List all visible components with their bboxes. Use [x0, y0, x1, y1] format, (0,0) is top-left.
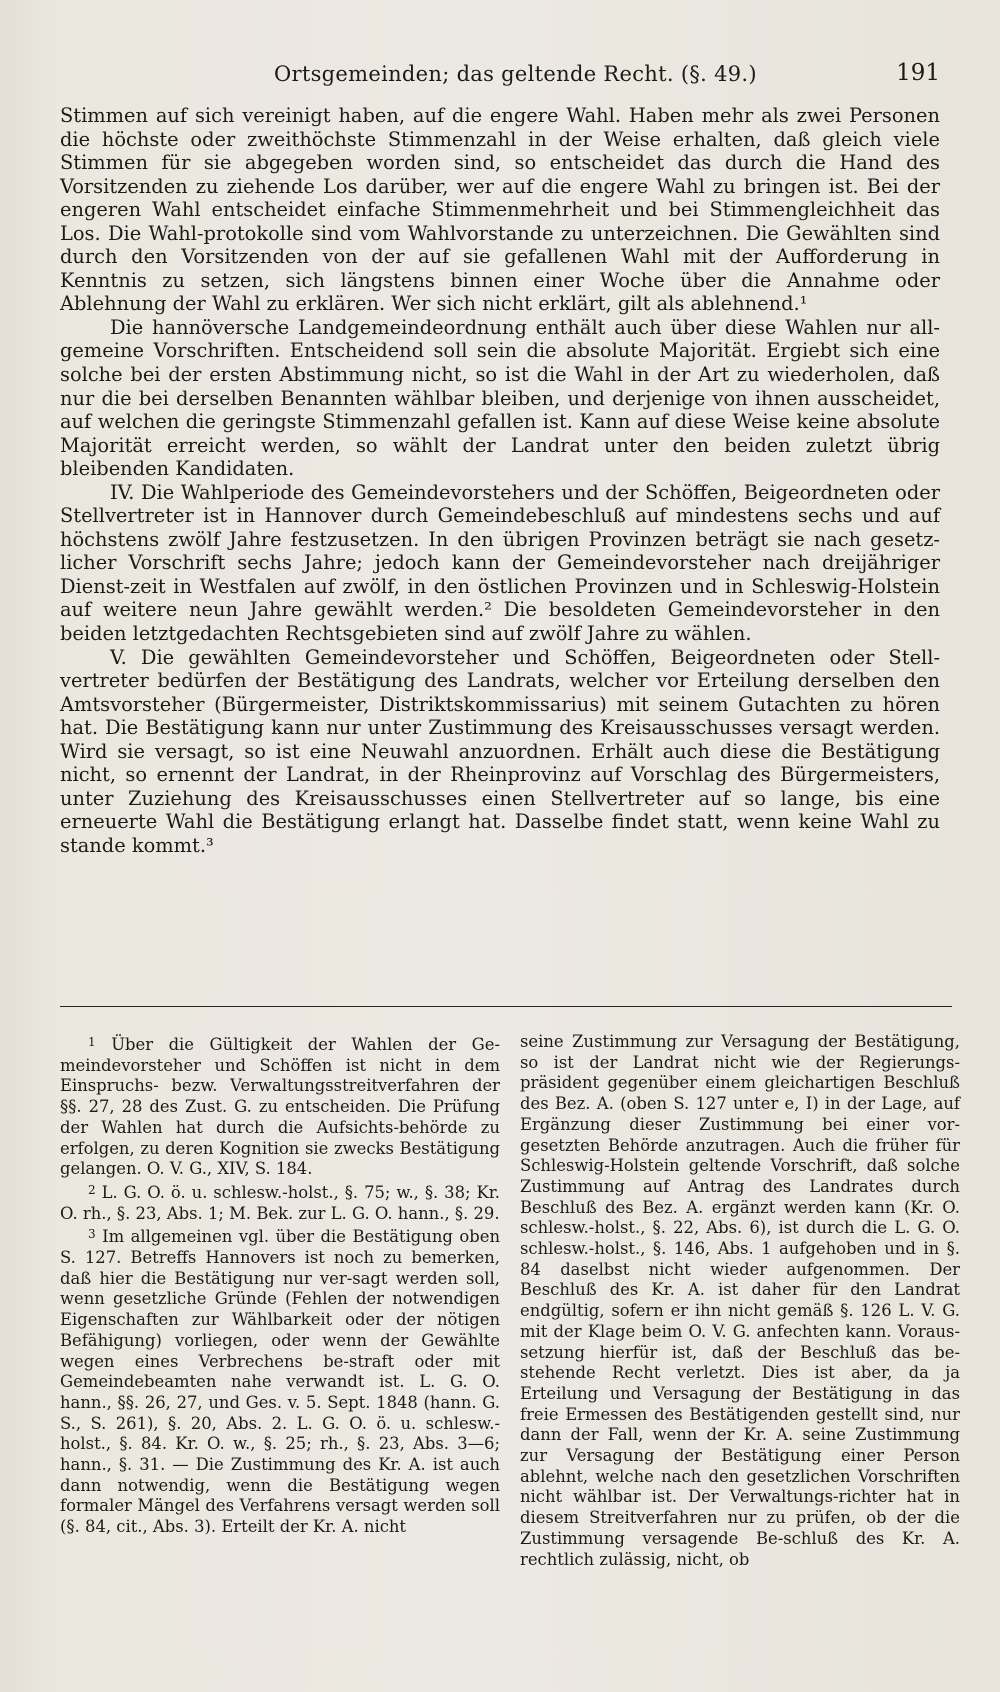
- footnotes-left-column: [60, 1032, 500, 1538]
- paragraph-continuation: Stimmen auf sich vereinigt haben, auf die engere Wahl. Haben mehr als zwei Personen die höchste oder zweithöchste Stimmenzahl in der Weise erhalten, daß gleich viele Stimmen für sie abgegeben worden sind, so entscheidet das durch die Hand des Vorsitzenden zu ziehende Los darüber, wer auf die engere Wahl zu bringen ist. Bei der engeren Wahl entscheidet einfache Stimmenmehrheit und bei Stimmengleichheit das Los. Die Wahl-protokolle sind vom Wahlvorstande zu unterzeichnen. Die Gewählten sind durch den Vorsitzenden von der auf sie gefallenen Wahl mit der Aufforderung in Kenntnis zu setzen, sich längstens binnen einer Woche über die Annahme oder Ablehnung der Wahl zu erklären. Wer sich nicht erklärt, gilt als ablehnend.¹: [60, 104, 940, 316]
- section-iv-text: Die Wahlperiode des Gemeindevorstehers und der Schöffen, Beigeordneten oder Stellvertreter ist in Hannover durch Gemeindebeschluß auf mindestens sechs und auf höchstens zwölf Jahre festzusetzen. In den übrigen Provinzen beträgt sie nach gesetz-licher Vorschrift sechs Jahre; jedoch kann der Gemeindevorsteher nach dreijähriger Dienst-zeit in Westfalen auf zwölf, in den östlichen Provinzen und in Schleswig-Holstein auf weitere neun Jahre gewählt werden.² Die besoldeten Gemeindevorsteher in den beiden letztgedachten Rechtsgebieten sind auf zwölf Jahre zu wählen.: [60, 480, 940, 646]
- footnote-divider: [60, 1006, 952, 1007]
- paragraph-hannover-rules: Die hannöversche Landgemeindeordnung enthält auch über diese Wahlen nur all-gemeine Vorschriften. Entscheidend soll sein die absolute Majorität. Ergiebt sich eine solche bei der ersten Abstimmung nicht, so ist die Wahl in der Art zu wiederholen, daß nur die bei derselben Benannten wählbar bleiben, und derjenige von ihnen ausscheidet, auf welchen die geringste Stimmenzahl gefallen ist. Kann auf diese Weise keine absolute Majorität erreicht werden, so wählt der Landrat unter den beiden zuletzt übrig bleibenden Kandidaten.: [60, 315, 940, 481]
- paragraph-section-iv: [60, 481, 940, 646]
- section-number-v: V.: [110, 645, 127, 669]
- footnote-3-text: Im allgemeinen vgl. über die Bestätigung oben S. 127. Betreffs Hannovers ist noch zu bemerken, daß hier die Bestätigung nur ver-sagt werden soll, wenn gesetzliche Gründe (Fehlen der notwendigen Eigenschaften zur Wählbarkeit oder der nötigen Befähigung) vorliegen, oder wenn der Gewählte wegen eines Verbrechens be-straft oder mit Gemeindebeamten nahe verwandt ist. L. G. O. hann., §§. 26, 27, und Ges. v. 5. Sept. 1848 (hann. G. S., S. 261), §. 20, Abs. 2. L. G. O. ö. u. schlesw.-holst., §. 84. Kr. O. w., §. 25; rh., §. 23, Abs. 3—6; hann., §. 31. — Die Zustimmung des Kr. A. ist auch dann notwendig, wenn die Bestätigung wegen formaler Mängel des Verfahrens versagt werden soll (§. 84, cit., Abs. 3). Erteilt der Kr. A. nicht: [60, 1227, 500, 1537]
- section-number-iv: IV.: [110, 480, 135, 504]
- footnote-3-marker: 3: [88, 1227, 96, 1242]
- main-text: [60, 104, 940, 858]
- paragraph-section-v: [60, 646, 940, 858]
- footnotes-right-column: [520, 1032, 960, 1570]
- running-title: Ortsgemeinden; das geltende Recht. (§. 49.): [274, 62, 757, 86]
- footnote-3: [60, 1224, 500, 1538]
- footnote-1-text: Über die Gültigkeit der Wahlen der Ge-meindevorsteher und Schöffen ist nicht in dem Einspruchs- bezw. Verwaltungsstreitverfahren der §§. 27, 28 des Zust. G. zu entscheiden. Die Prüfung der Wahlen hat durch die Aufsichts-behörde zu erfolgen, zu deren Kognition sie zwecks Bestätigung gelangen. O. V. G., XIV, S. 184.: [60, 1035, 500, 1179]
- footnote-1-marker: 1: [88, 1035, 96, 1049]
- footnote-2-text: L. G. O. ö. u. schlesw.-holst., §. 75; w., §. 38; Kr. O. rh., §. 23, Abs. 1; M. Bek. zur L. G. O. hann., §. 29.: [60, 1182, 500, 1223]
- page-header: [60, 56, 940, 96]
- footnote-1: [60, 1032, 500, 1180]
- page-number: 191: [896, 60, 940, 86]
- section-v-text: Die gewählten Gemeindevorsteher und Schöffen, Beigeordneten oder Stell-vertreter bedürfen der Bestätigung des Landrats, welcher vor Erteilung derselben den Amtsvorsteher (Bürgermeister, Distriktskommissarius) mit seinem Gutachten zu hören hat. Die Bestätigung kann nur unter Zustimmung des Kreisausschusses versagt werden. Wird sie versagt, so ist eine Neuwahl anzuordnen. Erhält auch diese die Bestätigung nicht, so ernennt der Landrat, in der Rheinprovinz auf Vorschlag des Bürgermeisters, unter Zuziehung des Kreisausschusses einen Stellvertreter auf so lange, bis eine erneuerte Wahl die Bestätigung erlangt hat. Dasselbe findet statt, wenn keine Wahl zu stande kommt.³: [60, 645, 940, 857]
- footnote-2-marker: 2: [88, 1182, 96, 1197]
- footnote-2: [60, 1180, 500, 1224]
- footnote-3-continuation: seine Zustimmung zur Versagung der Bestätigung, so ist der Landrat nicht wie der Regierungs-präsident gegenüber einem gleichartigen Beschluß des Bez. A. (oben S. 127 unter e, I) in der Lage, auf Ergänzung dieser Zustimmung bei einer vor-gesetzten Behörde anzutragen. Auch die früher für Schleswig-Holstein geltende Vorschrift, daß solche Zustimmung auf Antrag des Landrates durch Beschluß des Bez. A. ergänzt werden kann (Kr. O. schlesw.-holst., §. 22, Abs. 6), ist durch die L. G. O. schlesw.-holst., §. 146, Abs. 1 aufgehoben und in §. 84 daselbst nicht wieder aufgenommen. Der Beschluß des Kr. A. ist daher für den Landrat endgültig, sofern er ihn nicht gemäß §. 126 L. V. G. mit der Klage beim O. V. G. anfechten kann. Voraus-setzung hierfür ist, daß der Beschluß das be-stehende Recht verletzt. Dies ist aber, da ja Erteilung und Versagung der Bestätigung in das freie Ermessen des Bestätigenden gestellt sind, nur dann der Fall, wenn der Kr. A. seine Zustimmung zur Versagung der Bestätigung einer Person ablehnt, welche nach den gesetzlichen Vorschriften nicht wählbar ist. Der Verwaltungs-richter hat in diesem Streitverfahren nur zu prüfen, ob der die Zustimmung versagende Be-schluß des Kr. A. rechtlich zulässig, nicht, ob: [520, 1032, 960, 1569]
